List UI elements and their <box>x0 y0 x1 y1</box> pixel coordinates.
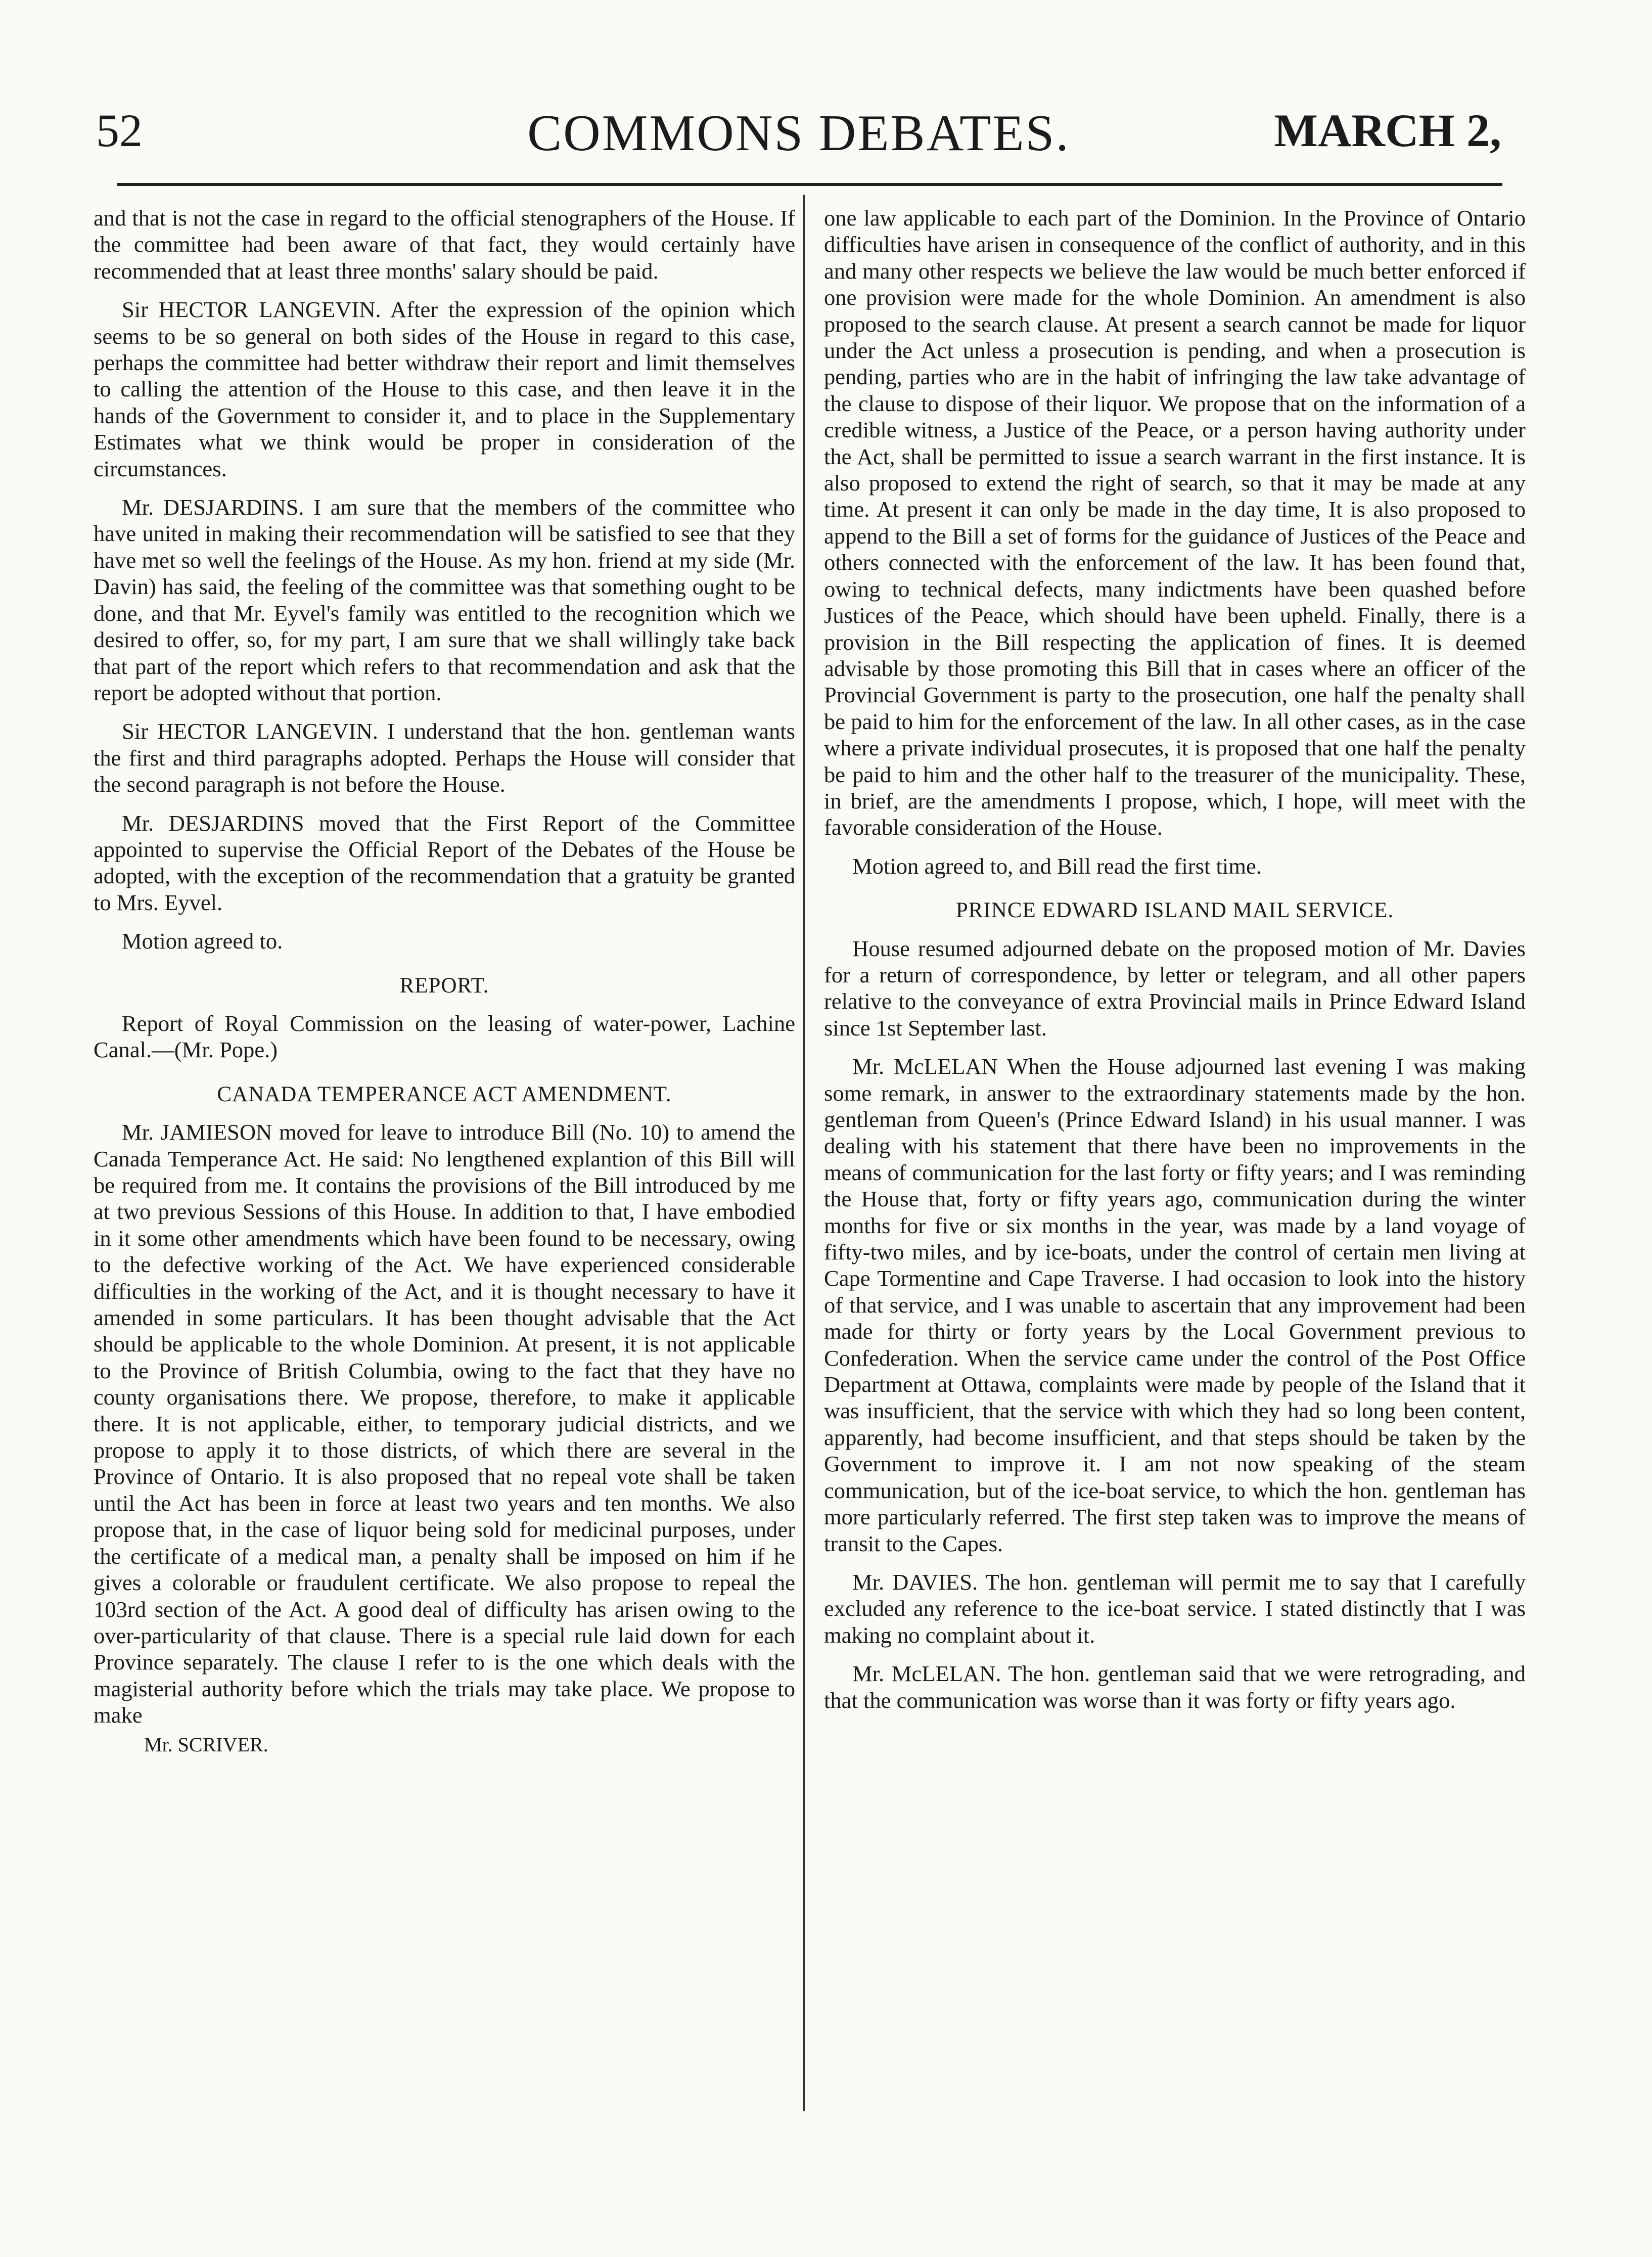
paragraph: and that is not the case in regard to the official stenographers of the House. If the committee had been aware of that fact, they would certainly have recommended that at least three months' salary should be paid. <box>94 205 795 284</box>
left-column <box>94 205 795 1758</box>
paragraph: Mr. DESJARDINS. I am sure that the members of the committee who have united in making their recommendation will be satisfied to see that they have met so well the feelings of the House. As my hon. friend at my side (Mr. Davin) has said, the feeling of the committee was that something ought to be done, and that Mr. Eyvel's family was entitled to the recognition which we desired to offer, so, for my part, I am sure that we shall willingly take back that part of the report which refers to that recommendation and ask that the report be adopted without that portion. <box>94 494 795 705</box>
paragraph: Mr. McLELAN. The hon. gentleman said that we were retrograding, and that the communication was worse than it was forty or fifty years ago. <box>824 1661 1526 1713</box>
page-number: 52 <box>96 105 143 156</box>
column-footer: Mr. SCRIVER. <box>144 1733 268 1756</box>
section-heading: REPORT. <box>399 973 489 998</box>
paragraph: Mr. DESJARDINS moved that the First Report of the Committee appointed to supervise the Official Report of the Debates of the House be adopted, with the exception of the recommendation that a gratuity be granted to Mrs. Eyvel. <box>94 810 795 915</box>
right-column <box>824 205 1526 1713</box>
paragraph: Motion agreed to. <box>122 928 283 954</box>
page-header <box>96 104 1501 169</box>
paragraph: Motion agreed to, and Bill read the first time. <box>852 853 1262 879</box>
paragraph: Mr. DAVIES. The hon. gentleman will permit me to say that I carefully excluded any reference to the ice-boat service. I stated distinctly that I was making no complaint about it. <box>824 1569 1526 1648</box>
header-rule <box>117 183 1502 186</box>
column-divider <box>803 195 805 2111</box>
paragraph: Mr. McLELAN When the House adjourned last evening I was making some remark, in answer to the extraordinary statements made by the hon. gentleman from Queen's (Prince Edward Island) in his usual manner. I was dealing with his statement that there have been no improvements in the means of communication for the last forty or fifty years; and I was reminding the House that, forty or fifty years ago, communication during the winter months for five or six months in the year, was made by a land voyage of fifty-two miles, and by ice-boats, under the control of certain men living at Cape Tormentine and Cape Traverse. I had occasion to look into the history of that service, and I was unable to ascertain that any improvement had been made for thirty or forty years by the Local Government previous to Confederation. When the service came under the control of the Post Office Department at Ottawa, complaints were made by people of the Island that it was insufficient, that the service with which they had so long been content, apparently, had become insufficient, and that steps should be taken by the Government to improve it. I am not now speaking of the steam communication, but of the ice-boat service, to which the hon. gentleman has more particularly referred. The first step taken was to improve the means of transit to the Capes. <box>824 1054 1526 1556</box>
publication-title: COMMONS DEBATES. <box>527 105 1070 162</box>
section-heading: PRINCE EDWARD ISLAND MAIL SERVICE. <box>955 898 1394 923</box>
paragraph: Sir HECTOR LANGEVIN. I understand that the hon. gentleman wants the first and third paragraphs adopted. Perhaps the House will consider that the second paragraph is not before the House. <box>94 718 795 797</box>
section-heading: CANADA TEMPERANCE ACT AMENDMENT. <box>217 1082 672 1106</box>
paragraph: Sir HECTOR LANGEVIN. After the expression of the opinion which seems to be so general on both sides of the House in regard to this case, perhaps the committee had better withdraw their report and limit themselves to calling the attention of the House to this case, and then leave it in the hands of the Government to consider it, and to place in the Supplementary Estimates what we think would be proper in consideration of the circumstances. <box>94 297 795 481</box>
paragraph: Report of Royal Commission on the leasing of water-power, Lachine Canal.—(Mr. Pope.) <box>94 1010 795 1063</box>
page-date: MARCH 2, <box>1274 105 1501 156</box>
paragraph: one law applicable to each part of the Dominion. In the Province of Ontario difficulties have arisen in consequence of the conflict of authority, and in this and many other respects we believe the law would be much better enforced if one provision were made for the whole Dominion. An amendment is also proposed to the search clause. At present a search cannot be made for liquor under the Act unless a prosecution is pending, and when a prosecution is pending, parties who are in the habit of infringing the law take advantage of the clause to dispose of their liquor. We propose that on the information of a credible witness, a Justice of the Peace, or a person having authority under the Act, shall be permitted to issue a search warrant in the first instance. It is also proposed to extend the right of search, so that it may be made at any time. At present it can only be made in the day time, It is also proposed to append to the Bill a set of forms for the guidance of Justices of the Peace and others connected with the enforcement of the law. It has been found that, owing to technical defects, many indictments have been quashed before Justices of the Peace, which should have been upheld. Finally, there is a provision in the Bill respecting the application of fines. It is deemed advisable by those promoting this Bill that in cases where an officer of the Provincial Government is party to the prosecution, one half the penalty shall be paid to him for the enforcement of the law. In all other cases, as in the case where a private individual prosecutes, it is proposed that one half the penalty be paid to him and the other half to the treasurer of the municipality. These, in brief, are the amendments I propose, which, I hope, will meet with the favorable consideration of the House. <box>824 205 1526 840</box>
paragraph: House resumed adjourned debate on the proposed motion of Mr. Davies for a return of correspondence, by letter or telegram, and all other papers relative to the conveyance of extra Provincial mails in Prince Edward Island since 1st September last. <box>824 935 1526 1041</box>
paragraph: Mr. JAMIESON moved for leave to introduce Bill (No. 10) to amend the Canada Temperance Act. He said: No lengthened explantion of this Bill will be required from me. It contains the provisions of the Bill introduced by me at two previous Sessions of this House. In addition to that, I have embodied in it some other amendments which have been found to be necessary, owing to the defective working of the Act. We have experienced considerable difficulties in the working of the Act, and it is thought necessary to have it amended in some particulars. It has been thought advisable that the Act should be applicable to the whole Dominion. At present, it is not applicable to the Province of British Columbia, owing to the fact that they have no county organisations there. We propose, therefore, to make it applicable there. It is not applicable, either, to temporary judicial districts, and we propose to apply it to those districts, of which there are several in the Province of Ontario. It is also proposed that no repeal vote shall be taken until the Act has been in force at least two years and ten months. We also propose that, in the case of liquor being sold for medicinal purposes, under the certificate of a medical man, a penalty shall be imposed on him if he gives a colorable or fraudulent certificate. We also propose to repeal the 103rd section of the Act. A good deal of difficulty has arisen owing to the over-particularity of that clause. There is a special rule laid down for each Province separately. The clause I refer to is the one which deals with the magisterial authority before which the trials may take place. We propose to make <box>94 1119 795 1728</box>
